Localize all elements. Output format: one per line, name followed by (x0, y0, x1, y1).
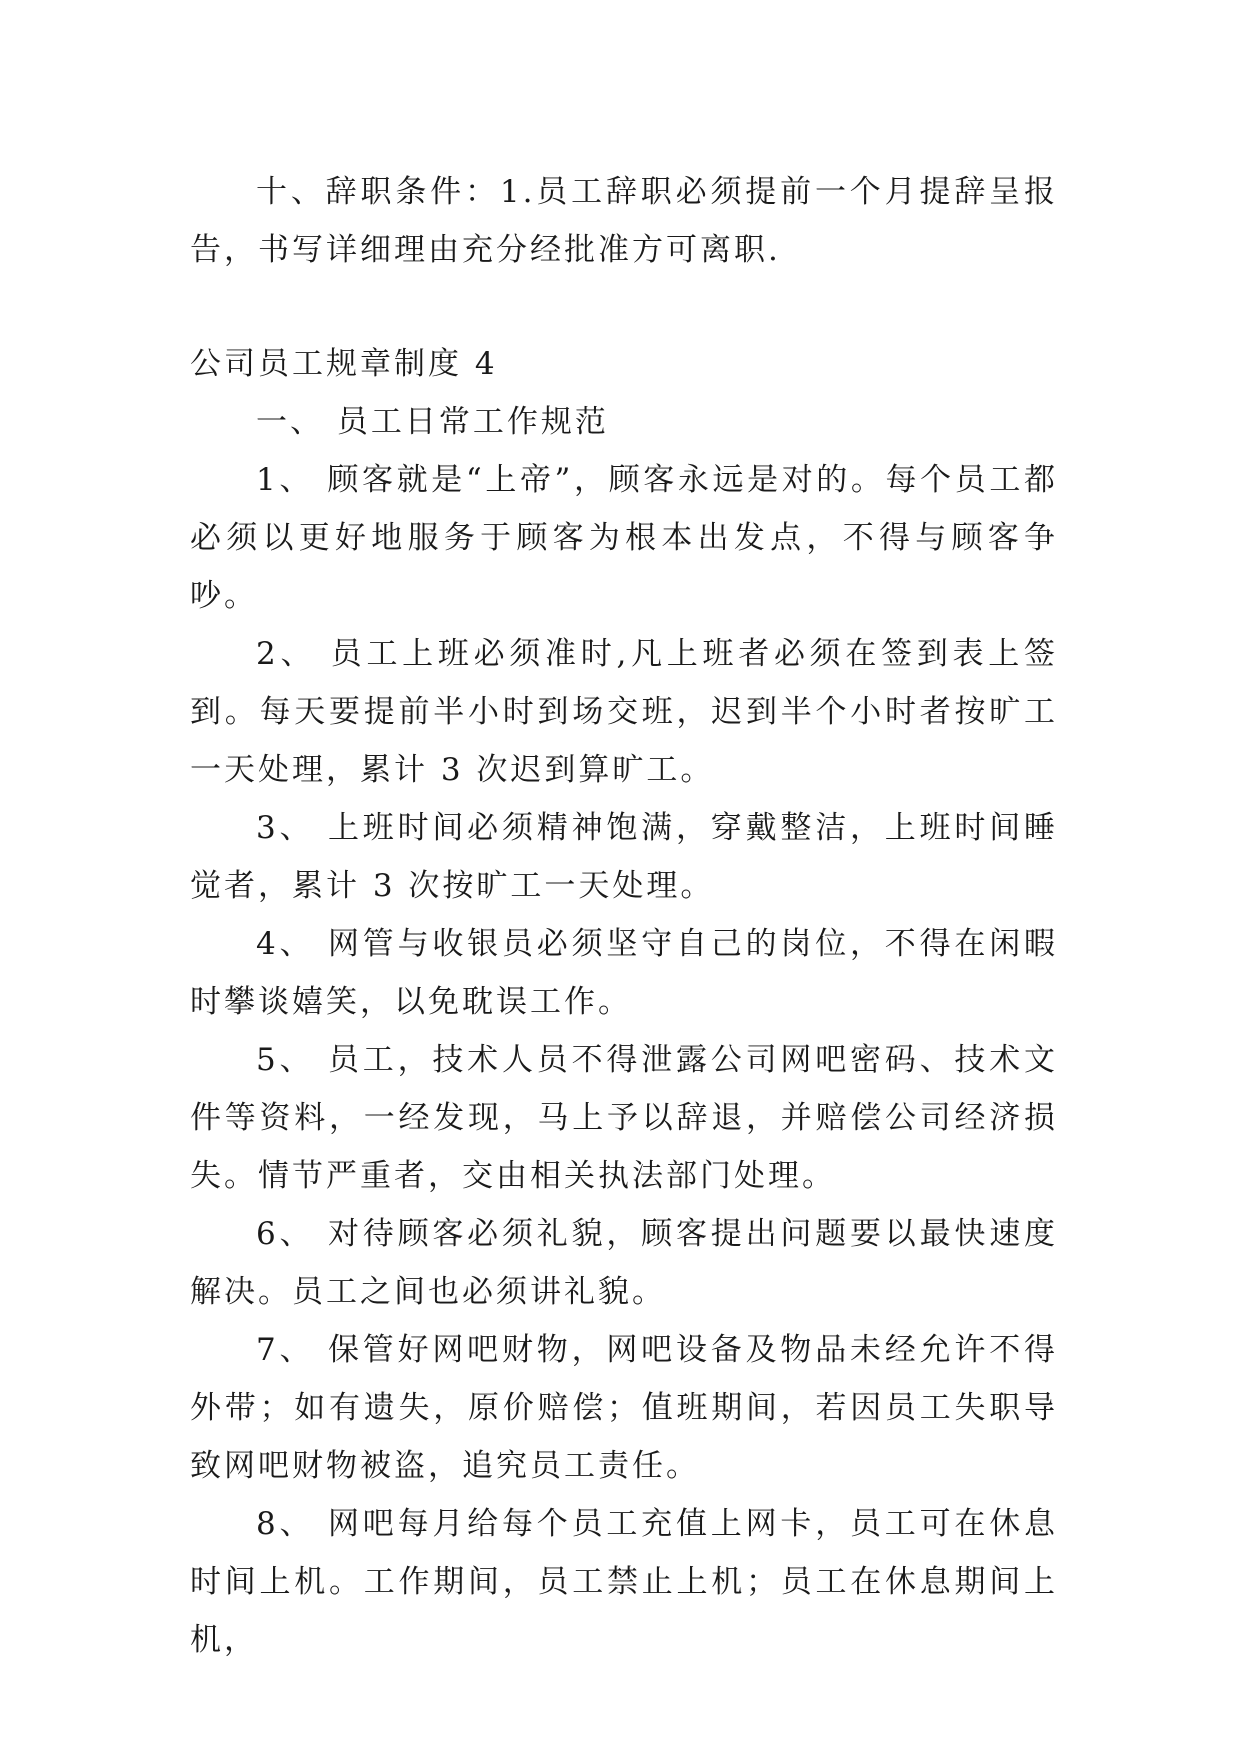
rule-item: 2、 员工上班必须准时,凡上班者必须在签到表上签到。每天要提前半小时到场交班，迟到半个小时者按旷工一天处理，累计 3 次迟到算旷工。 (190, 636, 1058, 788)
rule-item: 3、 上班时间必须精神饱满，穿戴整洁，上班时间睡觉者，累计 3 次按旷工一天处理。 (190, 810, 1058, 904)
section-title: 公司员工规章制度 4 (190, 346, 498, 382)
resignation-paragraph: 十、辞职条件：1.员工辞职必须提前一个月提辞呈报告，书写详细理由充分经批准方可离职. (190, 174, 1058, 268)
subsection-title: 一、 员工日常工作规范 (256, 404, 609, 440)
rule-item: 5、 员工，技术人员不得泄露公司网吧密码、技术文件等资料，一经发现，马上予以辞退，并赔偿公司经济损失。情节严重者，交由相关执法部门处理。 (190, 1042, 1058, 1194)
rule-item: 6、 对待顾客必须礼貌，顾客提出问题要以最快速度解决。员工之间也必须讲礼貌。 (190, 1216, 1058, 1310)
rule-item: 4、 网管与收银员必须坚守自己的岗位，不得在闲暇时攀谈嬉笑，以免耽误工作。 (190, 926, 1058, 1020)
rule-item: 8、 网吧每月给每个员工充值上网卡，员工可在休息时间上机。工作期间，员工禁止上机；员工在休息期间上机， (190, 1506, 1058, 1658)
document-body (190, 163, 1058, 1669)
rule-item: 7、 保管好网吧财物，网吧设备及物品未经允许不得外带；如有遗失，原价赔偿；值班期间，若因员工失职导致网吧财物被盗，追究员工责任。 (190, 1332, 1058, 1484)
rule-item: 1、 顾客就是“上帝”，顾客永远是对的。每个员工都必须以更好地服务于顾客为根本出发点，不得与顾客争吵。 (190, 462, 1058, 614)
